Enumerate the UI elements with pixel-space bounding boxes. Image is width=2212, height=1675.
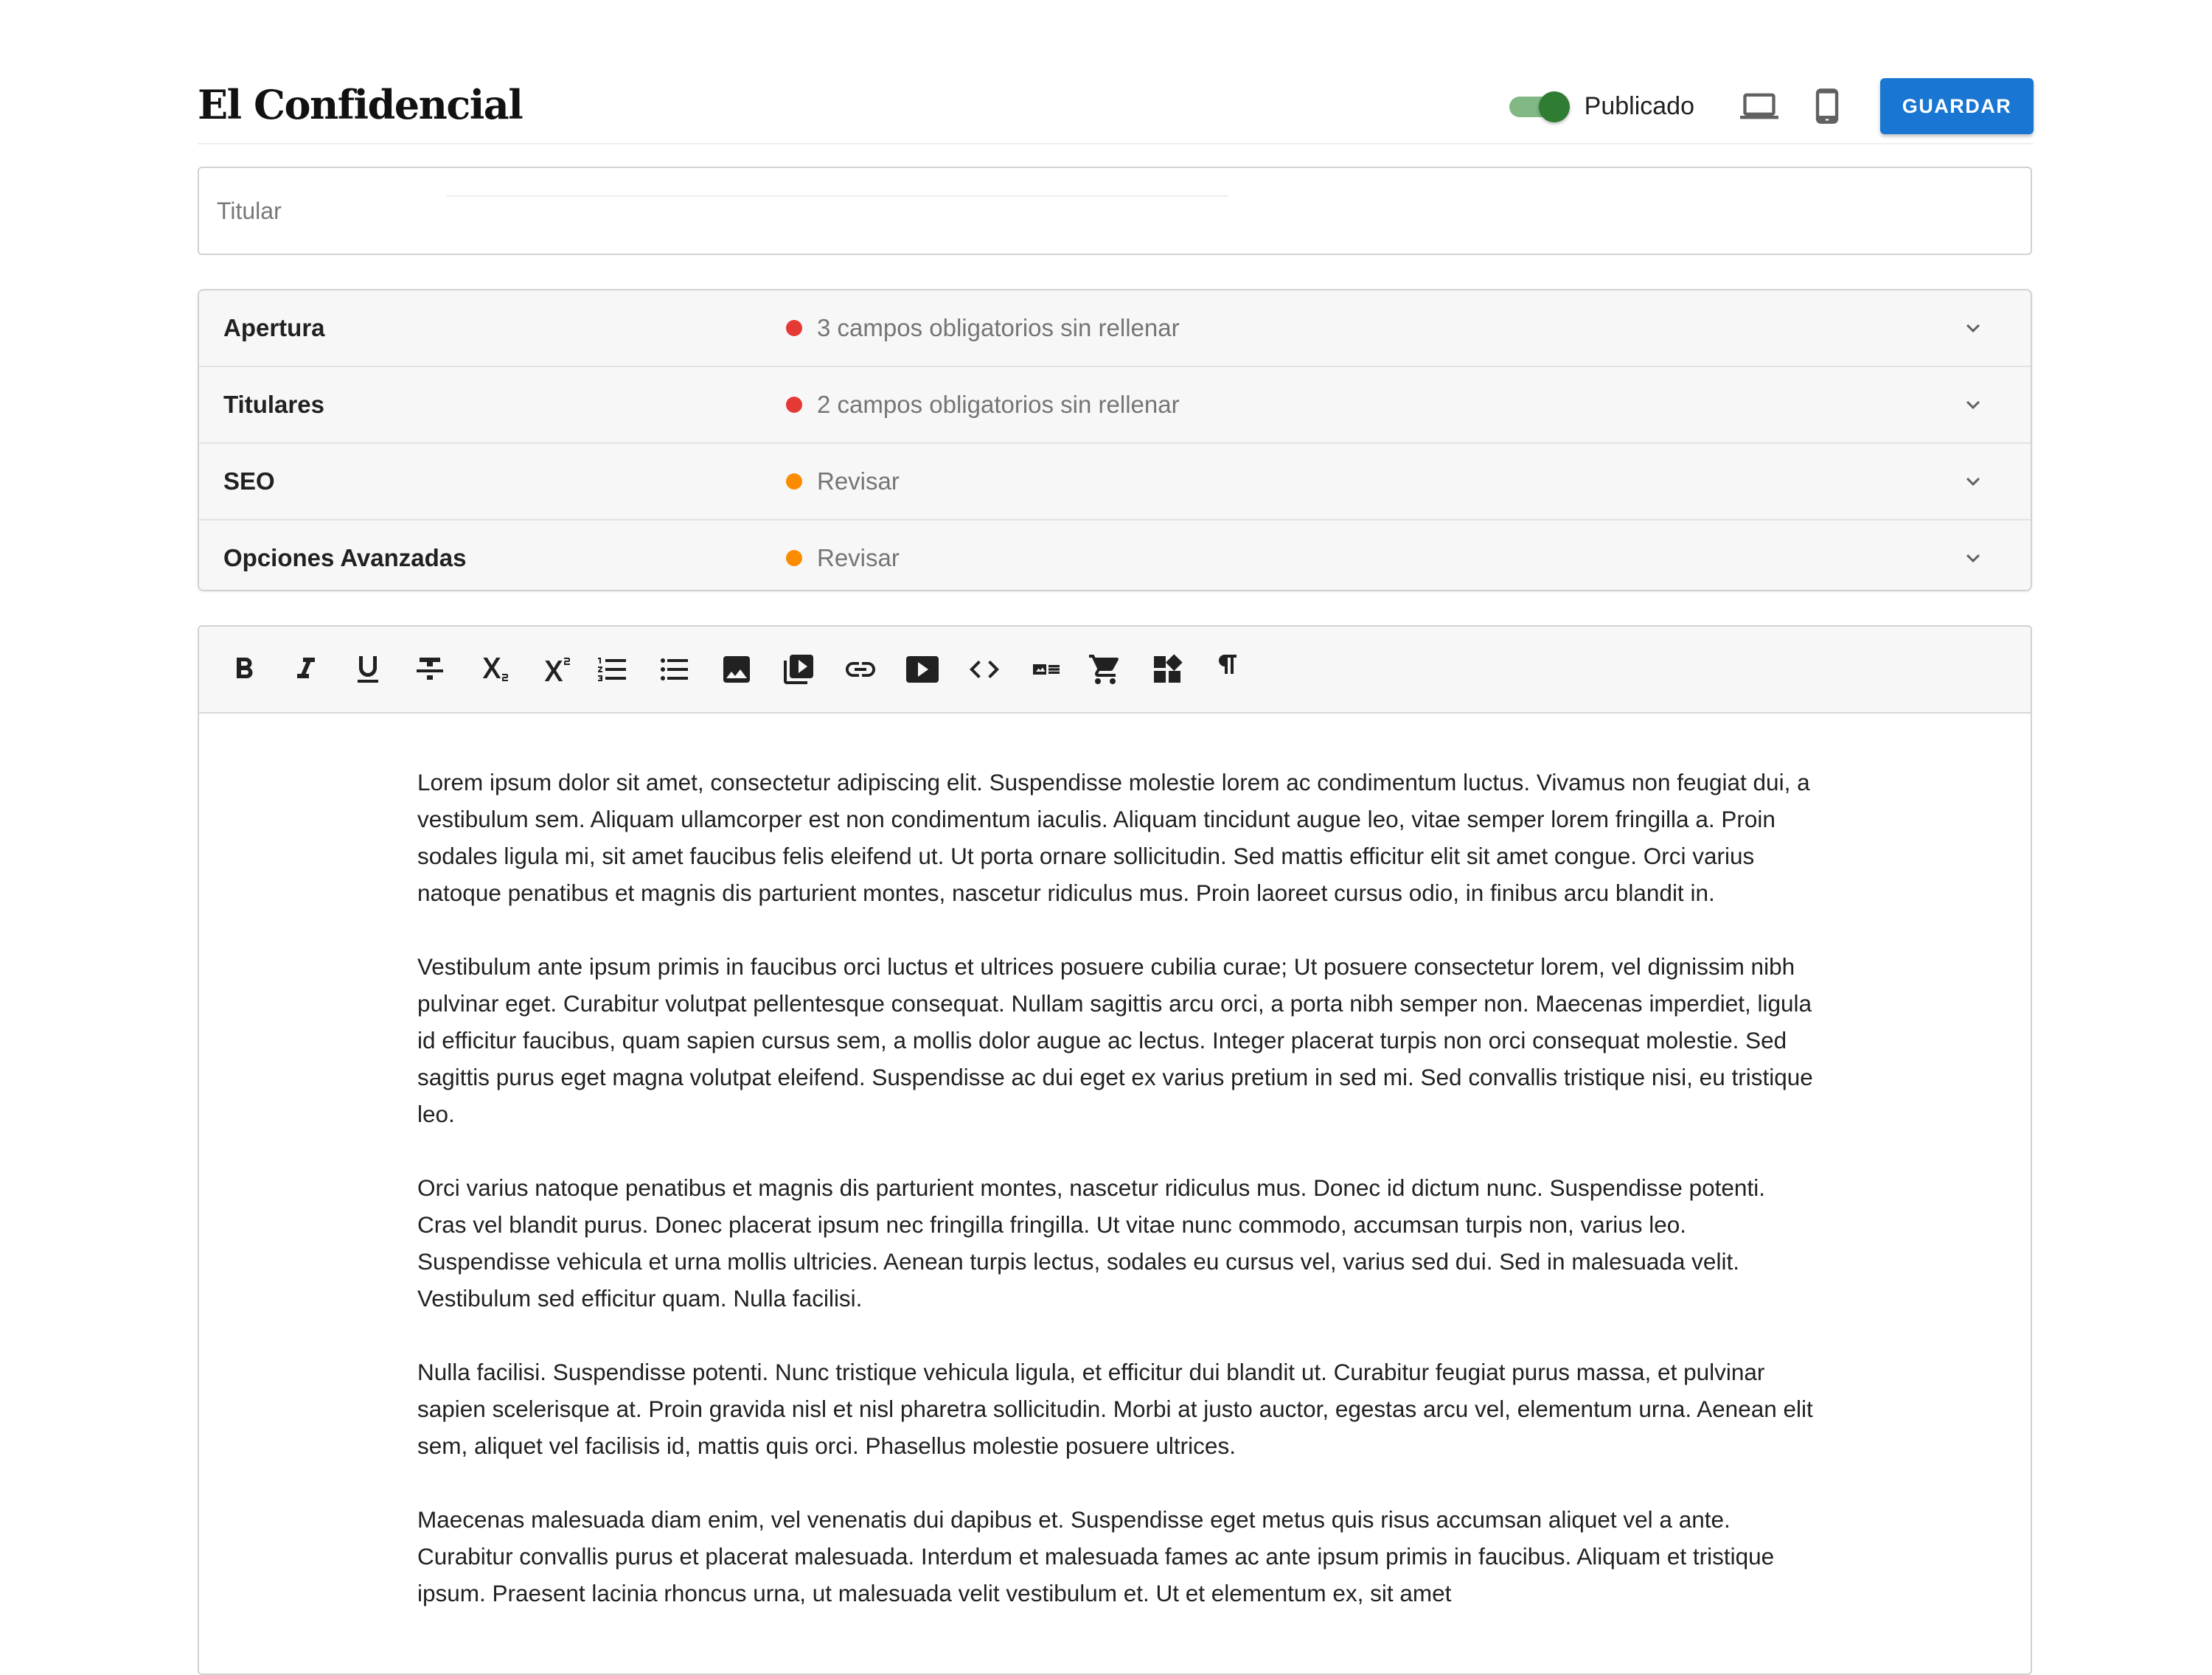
editor-toolbar [199, 627, 2031, 714]
accordion-status: Revisar [817, 544, 900, 571]
content-paragraph: Vestibulum ante ipsum primis in faucibus orci luctus et ultrices posuere cubilia curae; Ut posuere consectetur lorem, vel dignissim nibh pulvinar eget. Curabitur volutpat pellentesque consequat. Nullam sagittis arcu orci, a porta nibh semper non. Maecenas imperdiet, ligula id efficitur faucibus, quam sapien cursus sem, a mollis dolor augue ac lectus. Integer placerat turpis non orci consequat molestie. Sed sagittis purus eget magna volutpat eleifend. Suspendisse ac dui eget ex varius pretium in sed mi. Sed convallis tristique nisi, eu tristique leo. [417, 953, 1813, 1127]
gallery-icon [781, 652, 816, 687]
logo: El Confidencial [198, 81, 523, 128]
laptop-icon [1740, 87, 1778, 125]
code-button[interactable] [965, 650, 1004, 689]
accordion-title: Opciones Avanzadas [223, 544, 467, 571]
italic-button[interactable] [287, 650, 325, 689]
status-dot [786, 550, 802, 566]
status-dot [786, 320, 802, 336]
accordion-opciones-avanzadas[interactable] [199, 520, 2031, 591]
content-paragraph: Lorem ipsum dolor sit amet, consectetur adipiscing elit. Suspendisse molestie lorem ac condimentum luctus. Vivamus non feugiat dui, a vestibulum sem. Aliquam ullamcorper est non condimentum iaculis. Aliquam tincidunt augue leo, vitae semper lorem fringilla a. Proin sodales ligula mi, sit amet faucibus felis eleifend ut. Ut porta ornare sollicitudin. Sed mattis efficitur elit sit amet congue. Orci varius natoque penatibus et magnis dis parturient montes, nascetur ridiculus mus. Proin laoreet cursus odio, in finibus arcu blandit in. [417, 769, 1810, 906]
link-button[interactable] [841, 650, 880, 689]
card-icon [1029, 652, 1064, 687]
editor-content[interactable] [417, 764, 1818, 1648]
mobile-preview-button[interactable] [1805, 84, 1849, 128]
code-icon [967, 652, 1002, 687]
bold-button[interactable] [225, 650, 263, 689]
chevron-down-icon [1960, 391, 1986, 418]
content-paragraph: Maecenas malesuada diam enim, vel venenatis dui dapibus et. Suspendisse eget metus quis risus accumsan aliquet vel a ante. Curabitur convallis purus et placerat malesuada. Interdum et malesuada fames ac ante ipsum primis in faucibus. Aliquam et tristique ipsum. Praesent lacinia rhoncus urna, ut malesuada velit vestibulum et. Ut et elementum ex, sit amet [417, 1506, 1775, 1606]
paragraph-button[interactable] [1210, 650, 1248, 689]
accordion-titulares[interactable] [199, 367, 2031, 444]
publish-toggle[interactable] [1509, 91, 1568, 121]
pilcrow-icon [1211, 652, 1247, 687]
accordion-seo[interactable] [199, 444, 2031, 520]
chevron-down-icon [1960, 468, 1986, 495]
video-button[interactable] [903, 650, 942, 689]
header-actions [1509, 78, 2034, 134]
shopping-cart-button[interactable] [1086, 650, 1124, 689]
bulleted-list-icon [657, 652, 692, 687]
underline-icon [350, 652, 386, 687]
settings-accordion [198, 289, 2032, 591]
titular-field [198, 167, 2032, 255]
content-paragraph: Orci varius natoque penatibus et magnis dis parturient montes, nascetur ridiculus mus. Donec id dictum nunc. Suspendisse potenti. Cras vel blandit purus. Donec placerat ipsum nec fringilla fringilla. Ut vitae nunc commodo, accumsan turpis non, varius leo. Suspendisse vehicula et urna mollis ultricies. Aenean turpis lectus, sodales eu cursus vel, varius sed dui. Sed in malesuada velit. Vestibulum sed efficitur quam. Nulla facilisi. [417, 1174, 1765, 1312]
superscript-icon [536, 652, 571, 687]
superscript-button[interactable] [535, 650, 573, 689]
widgets-icon [1150, 652, 1185, 687]
status-dot [786, 473, 802, 490]
bulleted-list-button[interactable] [655, 650, 694, 689]
ordered-list-icon [595, 652, 630, 687]
subscript-icon [474, 652, 509, 687]
accordion-status: 2 campos obligatorios sin rellenar [817, 391, 1180, 418]
video-icon [905, 652, 940, 687]
chevron-down-icon [1960, 315, 1986, 341]
desktop-preview-button[interactable] [1737, 84, 1781, 128]
accordion-title: Titulares [223, 391, 324, 418]
widgets-button[interactable] [1148, 650, 1186, 689]
chevron-down-icon [1960, 545, 1986, 571]
strikethrough-button[interactable] [411, 650, 449, 689]
italic-icon [288, 652, 324, 687]
strikethrough-icon [412, 652, 448, 687]
bold-icon [226, 652, 262, 687]
toggle-thumb [1539, 91, 1570, 122]
link-icon [843, 652, 878, 687]
image-button[interactable] [717, 650, 756, 689]
subscript-button[interactable] [473, 650, 511, 689]
rich-text-editor [198, 625, 2032, 1675]
publish-toggle-label: Publicado [1584, 91, 1694, 120]
content-paragraph: Nulla facilisi. Suspendisse potenti. Nunc tristique vehicula ligula, et efficitur dui blandit ut. Curabitur feugiat purus massa, et pulvinar sapien scelerisque at. Proin gravida nisl et nisl pharetra sollicitudin. Morbi at justo auctor, egestas arcu vel, elementum urna. Aenean elit sem, aliquet vel facilisis id, mattis quis orci. Phasellus molestie posuere ultrices. [417, 1359, 1813, 1459]
header [198, 71, 2034, 144]
accordion-status: Revisar [817, 467, 900, 495]
accordion-title: Apertura [223, 314, 325, 341]
shopping-cart-icon [1088, 652, 1123, 687]
accordion-apertura[interactable] [199, 290, 2031, 367]
gallery-button[interactable] [779, 650, 818, 689]
image-icon [719, 652, 754, 687]
accordion-status: 3 campos obligatorios sin rellenar [817, 314, 1180, 341]
ordered-list-button[interactable] [594, 650, 632, 689]
smartphone-icon [1808, 87, 1846, 125]
status-dot [786, 397, 802, 413]
save-button[interactable]: GUARDAR [1880, 78, 2034, 134]
underline-button[interactable] [349, 650, 387, 689]
accordion-title: SEO [223, 467, 275, 495]
titular-input[interactable] [217, 168, 2008, 254]
card-button[interactable] [1027, 650, 1065, 689]
